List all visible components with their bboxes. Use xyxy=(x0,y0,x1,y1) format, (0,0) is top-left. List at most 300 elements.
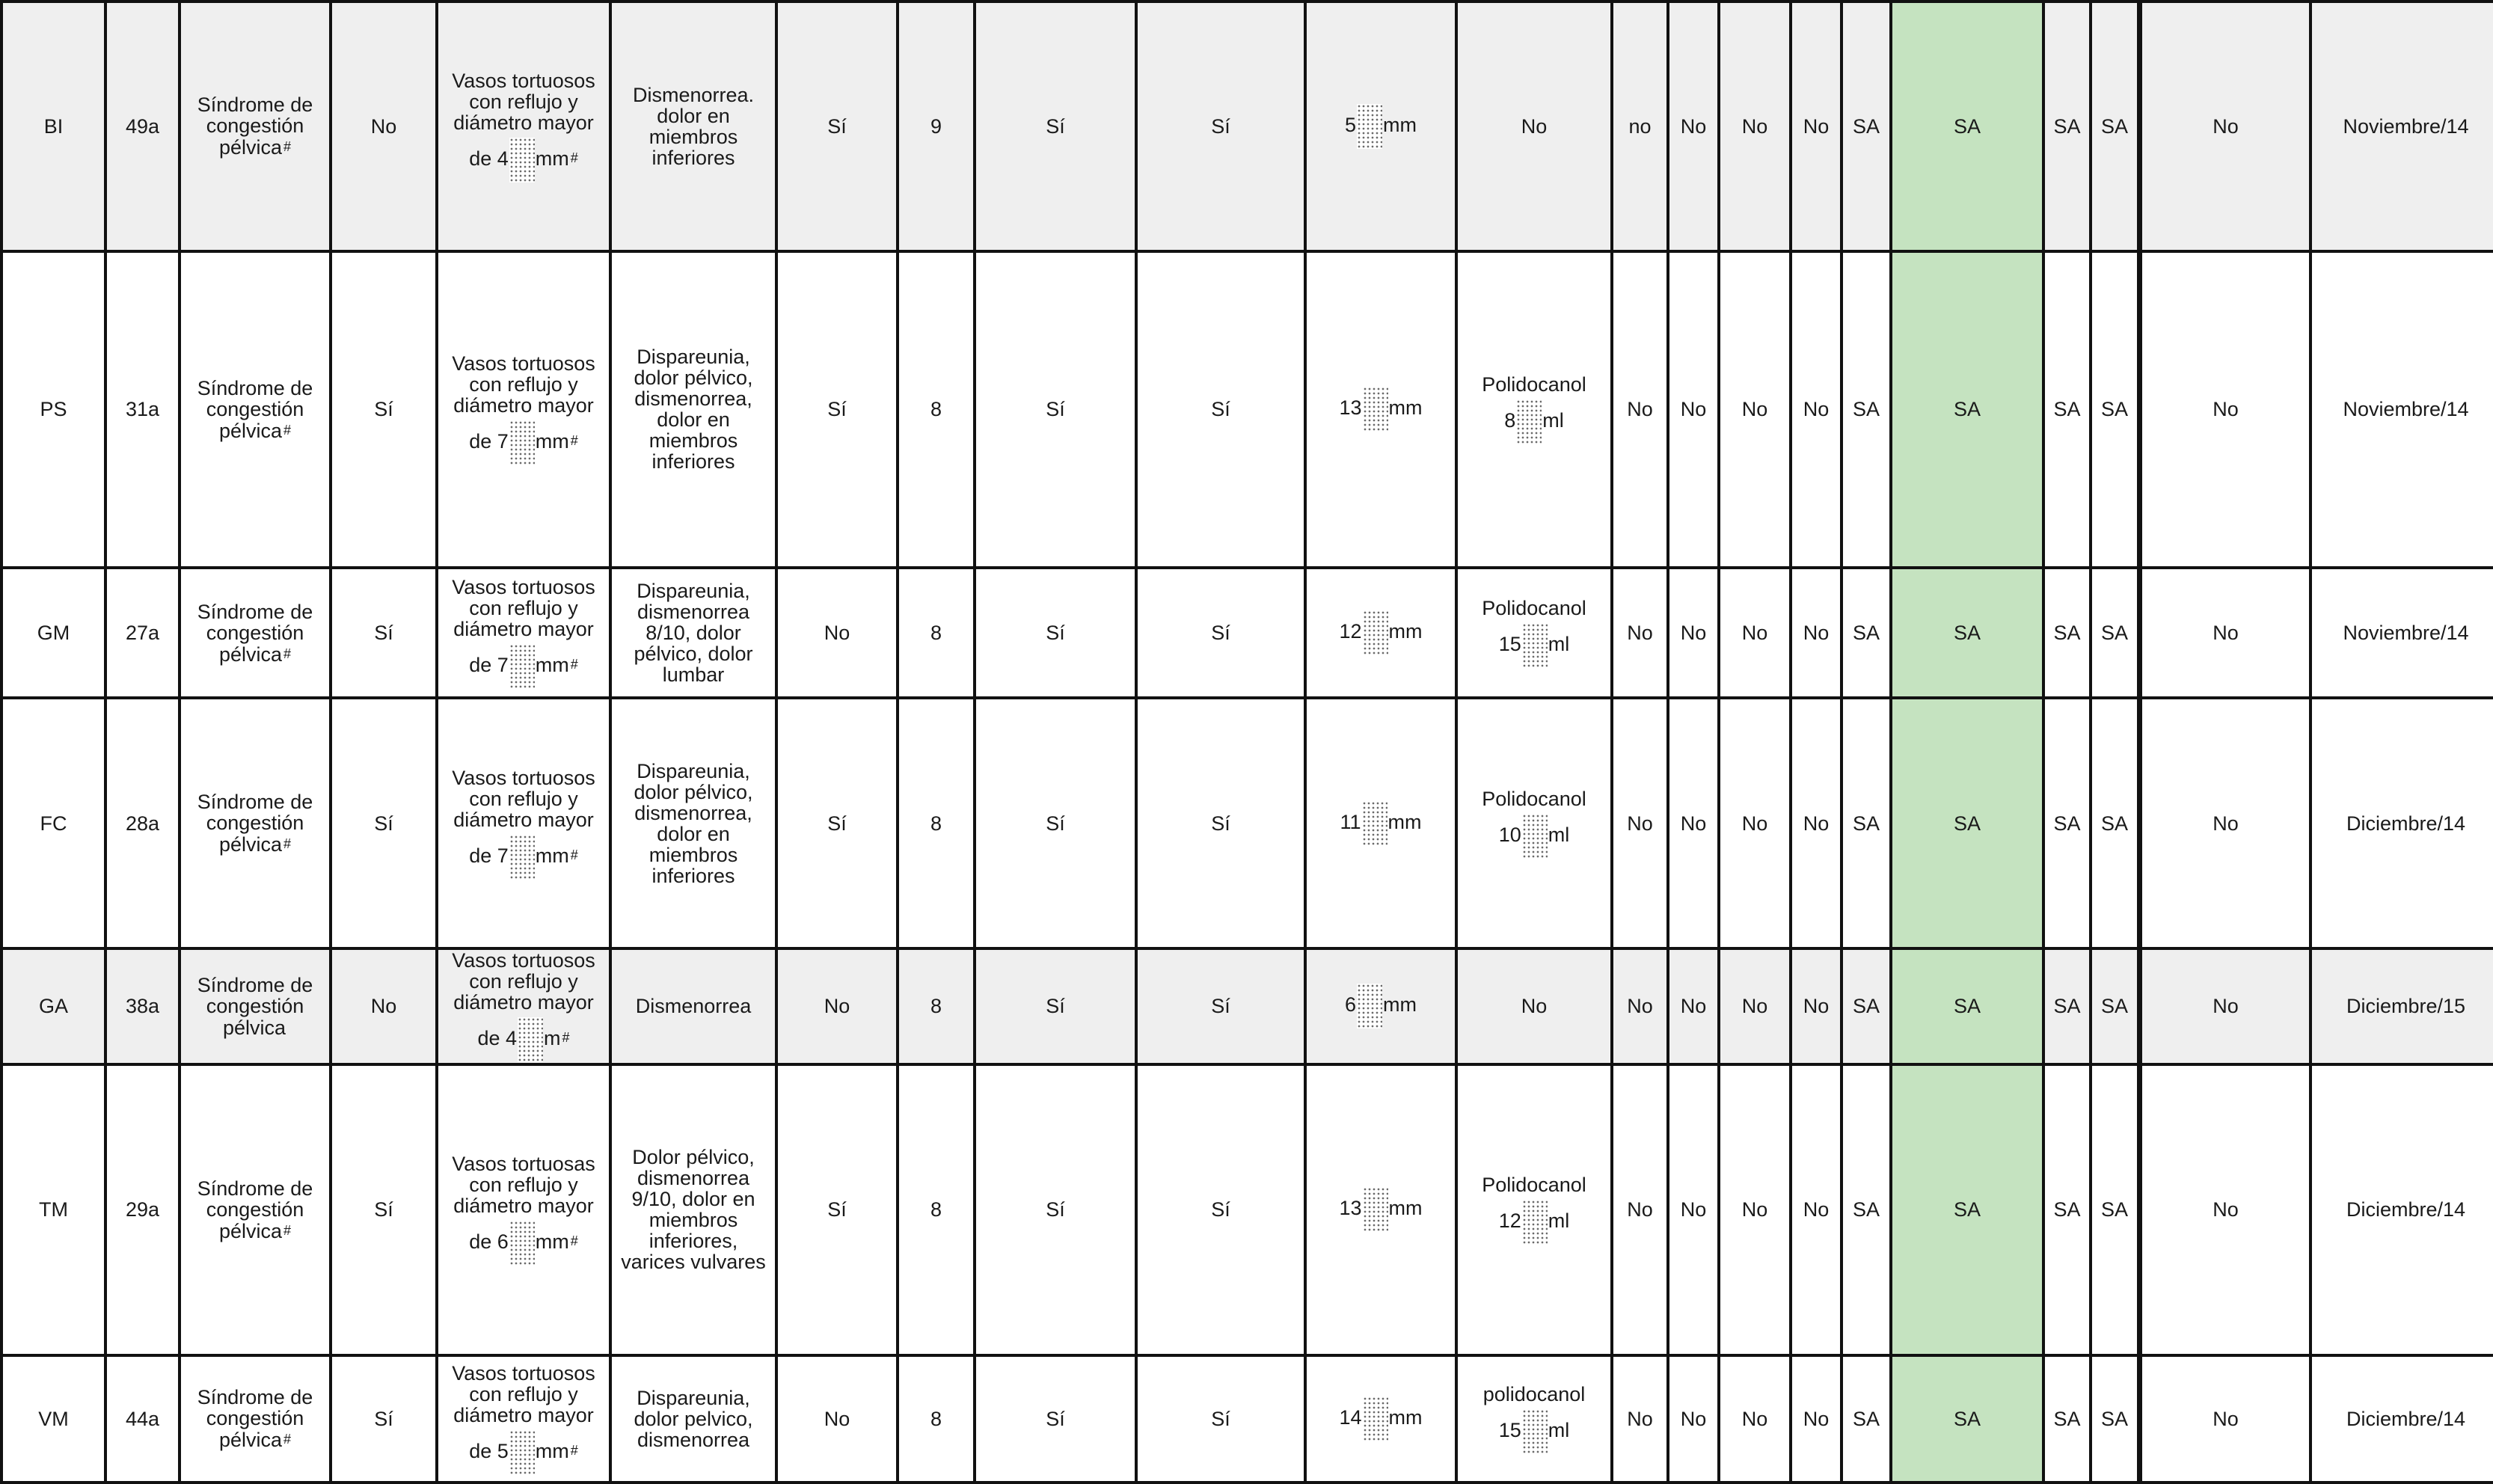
cell-initials xyxy=(1,1,105,251)
cell-initials xyxy=(1,948,105,1064)
cell-c9 xyxy=(975,698,1136,948)
cell-c22 xyxy=(2141,251,2310,568)
cell-c20 xyxy=(2091,698,2138,948)
score: 8 xyxy=(930,622,942,645)
c10: Sí xyxy=(1211,622,1230,645)
cell-c4 xyxy=(331,251,437,568)
redaction-block-icon xyxy=(509,1430,535,1475)
c14: No xyxy=(1680,398,1707,421)
redaction-block-icon xyxy=(1522,1200,1548,1245)
table-row xyxy=(1,698,2493,948)
cell-c19 xyxy=(2043,1355,2091,1483)
c4: No xyxy=(370,114,397,138)
redaction-block-icon xyxy=(1363,610,1388,655)
treat-label: polidocanol xyxy=(1482,1382,1586,1405)
c13: No xyxy=(1627,1407,1653,1430)
c14: No xyxy=(1680,1198,1707,1221)
age: 29a xyxy=(125,1198,160,1221)
cell-c18-highlight xyxy=(1891,1064,2043,1355)
treat-post: ml xyxy=(1548,1418,1570,1441)
c22: No xyxy=(2213,812,2239,835)
c22: No xyxy=(2213,114,2239,138)
diam-post: mm xyxy=(1388,1197,1423,1220)
c19: SA xyxy=(2053,398,2081,421)
age: 38a xyxy=(125,995,160,1018)
cell-c4 xyxy=(331,1355,437,1483)
imaging-text: Vasos tortuosos con reflujo y diámetro mayor xyxy=(452,576,595,641)
cell-c14 xyxy=(1668,1355,1719,1483)
cell-score xyxy=(898,948,975,1064)
cell-score xyxy=(898,1355,975,1483)
cell-c14 xyxy=(1668,698,1719,948)
cell-c19 xyxy=(2043,251,2091,568)
footnote-symbol: # xyxy=(283,139,292,155)
c7: No xyxy=(824,995,850,1018)
c14: No xyxy=(1680,812,1707,835)
c10: Sí xyxy=(1211,812,1230,835)
age: 27a xyxy=(125,622,160,645)
score: 8 xyxy=(930,1198,942,1221)
redaction-block-icon xyxy=(1522,814,1548,859)
cell-c15 xyxy=(1719,1064,1791,1355)
diagnosis: Síndrome de congestión pélvica xyxy=(197,1177,313,1242)
c20: SA xyxy=(2100,995,2129,1018)
cell-imaging xyxy=(437,1355,610,1483)
cell-diameter xyxy=(1305,568,1456,698)
diam-post: mm xyxy=(1388,620,1423,643)
c20: SA xyxy=(2100,1407,2129,1430)
imaging-pre: de 6 xyxy=(469,1230,509,1254)
cell-symptoms xyxy=(610,948,776,1064)
imaging-post: mm xyxy=(535,430,569,453)
cell-c10 xyxy=(1136,1,1305,251)
c19: SA xyxy=(2053,1198,2081,1221)
diagnosis: Síndrome de congestión pélvica xyxy=(197,600,313,666)
cell-c18-highlight xyxy=(1891,568,2043,698)
diagnosis: Síndrome de congestión pélvica xyxy=(197,973,313,1039)
cell-c17 xyxy=(1842,251,1891,568)
cell-c15 xyxy=(1719,1,1791,251)
footnote-symbol: # xyxy=(283,836,292,852)
c16: No xyxy=(1803,114,1830,138)
cell-c13 xyxy=(1612,698,1668,948)
diam-pre: 12 xyxy=(1339,620,1362,643)
c15: No xyxy=(1741,114,1768,138)
imaging-pre: de 5 xyxy=(469,1439,509,1462)
cell-c15 xyxy=(1719,698,1791,948)
c9: Sí xyxy=(1046,622,1065,645)
cell-treatment xyxy=(1456,251,1612,568)
footnote-symbol: # xyxy=(283,1222,292,1238)
cell-c14 xyxy=(1668,1064,1719,1355)
c18: SA xyxy=(1953,1198,1981,1221)
symptoms: Dolor pélvico, dismenorrea 9/10, dolor en miembros inferiores, varices vulvares xyxy=(621,1146,766,1274)
cell-imaging xyxy=(437,1064,610,1355)
c17: SA xyxy=(1852,398,1880,421)
table-row xyxy=(1,1064,2493,1355)
cell-c4 xyxy=(331,568,437,698)
symptoms: Dispareunia, dolor pélvico, dismenorrea, dolor en miembros inferiores xyxy=(634,759,753,887)
cell-c4 xyxy=(331,1,437,251)
footnote-symbol: # xyxy=(570,1233,578,1249)
score: 8 xyxy=(930,812,942,835)
footnote-symbol: # xyxy=(570,1442,578,1458)
date: Diciembre/15 xyxy=(2346,995,2466,1018)
c7: Sí xyxy=(827,114,847,138)
c16: No xyxy=(1803,398,1830,421)
cell-date xyxy=(2310,568,2493,698)
cell-c19 xyxy=(2043,948,2091,1064)
cell-diagnosis xyxy=(180,568,331,698)
redaction-block-icon xyxy=(1357,104,1382,149)
imaging-pre: de 7 xyxy=(469,844,509,867)
c22: No xyxy=(2213,995,2239,1018)
c14: No xyxy=(1680,114,1707,138)
diagnosis: Síndrome de congestión pélvica xyxy=(197,93,313,159)
c15: No xyxy=(1741,1198,1768,1221)
c10: Sí xyxy=(1211,995,1230,1018)
age: 44a xyxy=(125,1407,160,1430)
date: Noviembre/14 xyxy=(2343,622,2469,645)
cell-imaging xyxy=(437,251,610,568)
c14: No xyxy=(1680,622,1707,645)
imaging-post: mm xyxy=(535,1439,569,1462)
cell-imaging xyxy=(437,568,610,698)
cell-c17 xyxy=(1842,1064,1891,1355)
cell-c16 xyxy=(1791,568,1842,698)
symptoms: Dismenorrea xyxy=(635,995,752,1018)
cell-c10 xyxy=(1136,698,1305,948)
diam-post: mm xyxy=(1388,1405,1423,1429)
cell-score xyxy=(898,1064,975,1355)
cell-diameter xyxy=(1305,1355,1456,1483)
redaction-block-icon xyxy=(509,138,535,183)
cell-c16 xyxy=(1791,251,1842,568)
redaction-block-icon xyxy=(1362,801,1387,846)
c16: No xyxy=(1803,1198,1830,1221)
cell-symptoms xyxy=(610,568,776,698)
imaging-pre: de 7 xyxy=(469,430,509,453)
cell-c19 xyxy=(2043,568,2091,698)
symptoms: Dismenorrea. dolor en miembros inferiores xyxy=(632,83,755,169)
c7: Sí xyxy=(827,398,847,421)
cell-symptoms xyxy=(610,698,776,948)
redaction-block-icon xyxy=(1357,984,1382,1028)
c18: SA xyxy=(1953,812,1981,835)
date: Noviembre/14 xyxy=(2343,114,2469,138)
age: 31a xyxy=(125,398,160,421)
c19: SA xyxy=(2053,1407,2081,1430)
c18: SA xyxy=(1953,1407,1981,1430)
c15: No xyxy=(1741,398,1768,421)
cell-age xyxy=(105,568,180,698)
c22: No xyxy=(2213,622,2239,645)
cell-treatment xyxy=(1456,1,1612,251)
treat-pre: 15 xyxy=(1498,633,1521,656)
c20: SA xyxy=(2100,114,2129,138)
c7: Sí xyxy=(827,1198,847,1221)
cell-treatment xyxy=(1456,568,1612,698)
c20: SA xyxy=(2100,812,2129,835)
c17: SA xyxy=(1852,812,1880,835)
cell-c14 xyxy=(1668,251,1719,568)
c4: Sí xyxy=(374,1407,393,1430)
imaging-text: Vasos tortuosas con reflujo y diámetro mayor xyxy=(452,1153,595,1218)
cell-c14 xyxy=(1668,568,1719,698)
cell-date xyxy=(2310,948,2493,1064)
footnote-symbol: # xyxy=(283,646,292,661)
footnote-symbol: # xyxy=(283,422,292,438)
cell-c16 xyxy=(1791,1064,1842,1355)
initials: BI xyxy=(43,114,64,138)
cell-c16 xyxy=(1791,948,1842,1064)
redaction-block-icon xyxy=(509,420,535,465)
cell-age xyxy=(105,1064,180,1355)
treat-pre: 10 xyxy=(1498,823,1521,846)
cell-c9 xyxy=(975,1355,1136,1483)
c17: SA xyxy=(1852,1407,1880,1430)
cell-age xyxy=(105,1,180,251)
imaging-post: mm xyxy=(535,1230,569,1254)
cell-c9 xyxy=(975,948,1136,1064)
redaction-block-icon xyxy=(518,1017,543,1062)
cell-c7 xyxy=(776,1064,898,1355)
imaging-text: Vasos tortuosos con reflujo y diámetro mayor xyxy=(452,352,595,417)
c22: No xyxy=(2213,398,2239,421)
imaging-post: mm xyxy=(535,147,569,171)
table-row xyxy=(1,1,2493,251)
cell-c15 xyxy=(1719,251,1791,568)
diam-pre: 11 xyxy=(1340,810,1361,833)
cell-age xyxy=(105,698,180,948)
c13: No xyxy=(1627,398,1653,421)
date: Noviembre/14 xyxy=(2343,398,2469,421)
cell-c13 xyxy=(1612,1355,1668,1483)
cell-treatment xyxy=(1456,1064,1612,1355)
diam-post: mm xyxy=(1383,114,1417,137)
cell-symptoms xyxy=(610,251,776,568)
cell-date xyxy=(2310,1,2493,251)
cell-date xyxy=(2310,1064,2493,1355)
diam-pre: 13 xyxy=(1339,396,1362,420)
cell-diameter xyxy=(1305,698,1456,948)
cell-score xyxy=(898,568,975,698)
c20: SA xyxy=(2100,622,2129,645)
cell-initials xyxy=(1,1355,105,1483)
cell-c17 xyxy=(1842,568,1891,698)
diam-post: mm xyxy=(1388,396,1423,420)
cell-date xyxy=(2310,251,2493,568)
imaging-text: Vasos tortuosos con reflujo y diámetro mayor xyxy=(452,1361,595,1426)
c16: No xyxy=(1803,995,1830,1018)
c15: No xyxy=(1741,1407,1768,1430)
treat-post: ml xyxy=(1548,633,1570,656)
footnote-symbol: # xyxy=(570,150,578,166)
c16: No xyxy=(1803,1407,1830,1430)
treat-pre: 8 xyxy=(1504,409,1516,432)
cell-age xyxy=(105,948,180,1064)
redaction-block-icon xyxy=(509,644,535,689)
cell-c10 xyxy=(1136,1355,1305,1483)
cell-date xyxy=(2310,698,2493,948)
c10: Sí xyxy=(1211,398,1230,421)
c14: No xyxy=(1680,1407,1707,1430)
cell-c9 xyxy=(975,1064,1136,1355)
c18: SA xyxy=(1953,622,1981,645)
cell-c17 xyxy=(1842,948,1891,1064)
cell-symptoms xyxy=(610,1355,776,1483)
diam-pre: 13 xyxy=(1339,1197,1362,1220)
cell-symptoms xyxy=(610,1064,776,1355)
c15: No xyxy=(1741,995,1768,1018)
redaction-block-icon xyxy=(1363,387,1388,432)
cell-initials xyxy=(1,698,105,948)
cell-diameter xyxy=(1305,948,1456,1064)
cell-c20 xyxy=(2091,1355,2138,1483)
table-row xyxy=(1,1355,2493,1483)
redaction-block-icon xyxy=(1522,1409,1548,1454)
cell-initials xyxy=(1,568,105,698)
cell-diameter xyxy=(1305,251,1456,568)
diam-pre: 5 xyxy=(1344,114,1357,137)
cell-c22 xyxy=(2141,568,2310,698)
initials: TM xyxy=(39,1198,68,1221)
cell-c20 xyxy=(2091,1064,2138,1355)
cell-c18-highlight xyxy=(1891,698,2043,948)
cell-c15 xyxy=(1719,948,1791,1064)
treat-label: Polidocanol xyxy=(1482,597,1586,620)
treat-label: Polidocanol xyxy=(1482,787,1586,810)
c18: SA xyxy=(1953,398,1981,421)
imaging-text: Vasos tortuosos con reflujo y diámetro mayor xyxy=(452,766,595,831)
c13: No xyxy=(1627,622,1653,645)
c17: SA xyxy=(1852,1198,1880,1221)
c9: Sí xyxy=(1046,995,1065,1018)
c13: No xyxy=(1627,812,1653,835)
footnote-symbol: # xyxy=(570,847,578,862)
cell-c14 xyxy=(1668,1,1719,251)
diagnosis: Síndrome de congestión pélvica xyxy=(197,791,313,856)
imaging-post: mm xyxy=(535,844,569,867)
c14: No xyxy=(1680,995,1707,1018)
cell-score xyxy=(898,251,975,568)
diagnosis: Síndrome de congestión pélvica xyxy=(197,376,313,442)
redaction-block-icon xyxy=(509,835,535,880)
cell-treatment xyxy=(1456,698,1612,948)
treat-label: No xyxy=(1521,995,1548,1018)
cell-c22 xyxy=(2141,1064,2310,1355)
c17: SA xyxy=(1852,622,1880,645)
cell-c10 xyxy=(1136,568,1305,698)
treat-post: ml xyxy=(1542,409,1564,432)
cell-c22 xyxy=(2141,1355,2310,1483)
initials: VM xyxy=(38,1407,69,1430)
c7: No xyxy=(824,622,850,645)
cell-c20 xyxy=(2091,1,2138,251)
c9: Sí xyxy=(1046,398,1065,421)
date: Diciembre/14 xyxy=(2346,1198,2466,1221)
c19: SA xyxy=(2053,622,2081,645)
redaction-block-icon xyxy=(1363,1396,1388,1441)
cell-diagnosis xyxy=(180,698,331,948)
cell-c13 xyxy=(1612,568,1668,698)
treat-post: ml xyxy=(1548,1209,1570,1233)
cell-c7 xyxy=(776,948,898,1064)
cell-score xyxy=(898,1,975,251)
cell-c20 xyxy=(2091,948,2138,1064)
c13: no xyxy=(1628,114,1652,138)
imaging-pre: de 7 xyxy=(469,654,509,677)
c4: Sí xyxy=(374,398,393,421)
c20: SA xyxy=(2100,398,2129,421)
cell-diagnosis xyxy=(180,1355,331,1483)
cell-c18-highlight xyxy=(1891,1355,2043,1483)
c19: SA xyxy=(2053,114,2081,138)
treat-pre: 15 xyxy=(1498,1418,1521,1441)
cell-c15 xyxy=(1719,568,1791,698)
cell-c20 xyxy=(2091,568,2138,698)
c22: No xyxy=(2213,1407,2239,1430)
cell-c13 xyxy=(1612,1064,1668,1355)
imaging-post: m xyxy=(544,1027,561,1050)
diam-post: mm xyxy=(1387,810,1422,833)
cell-c10 xyxy=(1136,1064,1305,1355)
c9: Sí xyxy=(1046,1198,1065,1221)
age: 28a xyxy=(125,812,160,835)
cell-treatment xyxy=(1456,948,1612,1064)
footnote-symbol: # xyxy=(283,1432,292,1447)
cell-c9 xyxy=(975,568,1136,698)
c17: SA xyxy=(1852,995,1880,1018)
cell-c10 xyxy=(1136,948,1305,1064)
cell-c19 xyxy=(2043,1064,2091,1355)
cell-diagnosis xyxy=(180,948,331,1064)
c4: Sí xyxy=(374,1198,393,1221)
imaging-text: Vasos tortuosos con reflujo y diámetro mayor xyxy=(452,69,595,134)
imaging-post: mm xyxy=(535,654,569,677)
cell-c18-highlight xyxy=(1891,948,2043,1064)
symptoms: Dispareunia, dismenorrea 8/10, dolor pélvico, dolor lumbar xyxy=(634,580,753,687)
c15: No xyxy=(1741,622,1768,645)
redaction-block-icon xyxy=(509,1221,535,1266)
cell-c7 xyxy=(776,1,898,251)
treat-label: Polidocanol xyxy=(1482,1174,1586,1197)
cell-c4 xyxy=(331,698,437,948)
cell-imaging xyxy=(437,698,610,948)
age: 49a xyxy=(125,114,160,138)
cell-c17 xyxy=(1842,1355,1891,1483)
cell-imaging xyxy=(437,948,610,1064)
c18: SA xyxy=(1953,995,1981,1018)
cell-c14 xyxy=(1668,948,1719,1064)
cell-c4 xyxy=(331,948,437,1064)
cell-c7 xyxy=(776,568,898,698)
c7: Sí xyxy=(827,812,847,835)
c18: SA xyxy=(1953,114,1981,138)
cell-symptoms xyxy=(610,1,776,251)
footnote-symbol: # xyxy=(570,657,578,672)
initials: PS xyxy=(40,398,67,421)
cell-diagnosis xyxy=(180,251,331,568)
cell-c13 xyxy=(1612,251,1668,568)
score: 9 xyxy=(930,114,942,138)
cell-c22 xyxy=(2141,1,2310,251)
c20: SA xyxy=(2100,1198,2129,1221)
c10: Sí xyxy=(1211,1407,1230,1430)
imaging-text: Vasos tortuosos con reflujo y diámetro mayor xyxy=(452,949,595,1014)
cell-imaging xyxy=(437,1,610,251)
c13: No xyxy=(1627,1198,1653,1221)
